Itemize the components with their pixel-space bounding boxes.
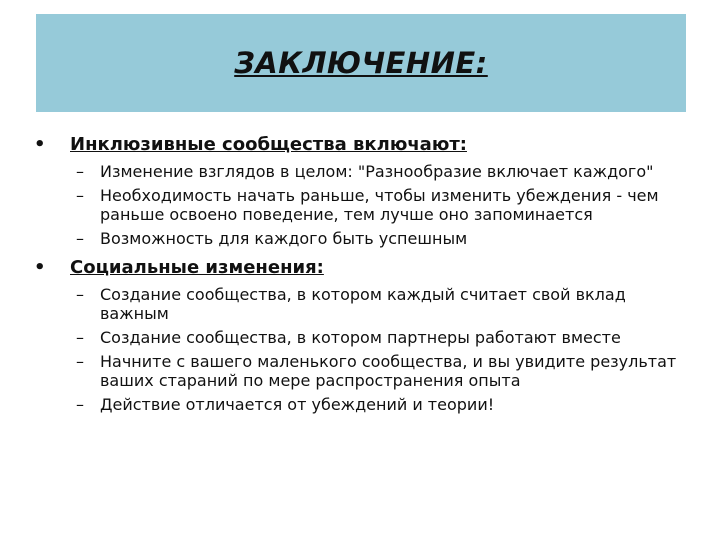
dash-icon: – <box>76 352 84 371</box>
bullet-icon: • <box>34 257 46 278</box>
list-item-text: Создание сообщества, в котором партнеры работают вместе <box>100 328 621 347</box>
section-social-changes <box>34 256 684 414</box>
list-item-text: Действие отличается от убеждений и теории! <box>100 395 495 414</box>
list-item <box>34 162 684 181</box>
title-band <box>36 14 686 112</box>
dash-icon: – <box>76 395 84 414</box>
sub-list <box>34 285 684 414</box>
list-item-text: Необходимость начать раньше, чтобы изменить убеждения - чем раньше освоено поведение, тем лучше оно запоминается <box>100 186 659 224</box>
sub-list <box>34 162 684 248</box>
dash-icon: – <box>76 186 84 205</box>
dash-icon: – <box>76 162 84 181</box>
list-item-text: Создание сообщества, в котором каждый считает свой вклад важным <box>100 285 626 323</box>
list-item <box>34 186 684 224</box>
list-item <box>34 285 684 323</box>
dash-icon: – <box>76 285 84 304</box>
section-heading: Инклюзивные сообщества включают: <box>70 134 467 155</box>
list-item-text: Начните с вашего маленького сообщества, и вы увидите результат ваших стараний по мере распространения опыта <box>100 352 677 390</box>
list-item <box>34 395 684 414</box>
section-heading-row <box>34 133 684 157</box>
section-heading-row <box>34 256 684 280</box>
section-heading: Социальные изменения: <box>70 257 324 278</box>
list-item-text: Возможность для каждого быть успешным <box>100 229 468 248</box>
list-item <box>34 352 684 390</box>
dash-icon: – <box>76 328 84 347</box>
dash-icon: – <box>76 229 84 248</box>
list-item <box>34 328 684 347</box>
slide-title: ЗАКЛЮЧЕНИЕ: <box>234 46 488 80</box>
bullet-icon: • <box>34 134 46 155</box>
section-inclusive-communities <box>34 133 684 248</box>
slide-content <box>34 133 684 422</box>
list-item-text: Изменение взглядов в целом: "Разнообразие включает каждого" <box>100 162 654 181</box>
list-item <box>34 229 684 248</box>
